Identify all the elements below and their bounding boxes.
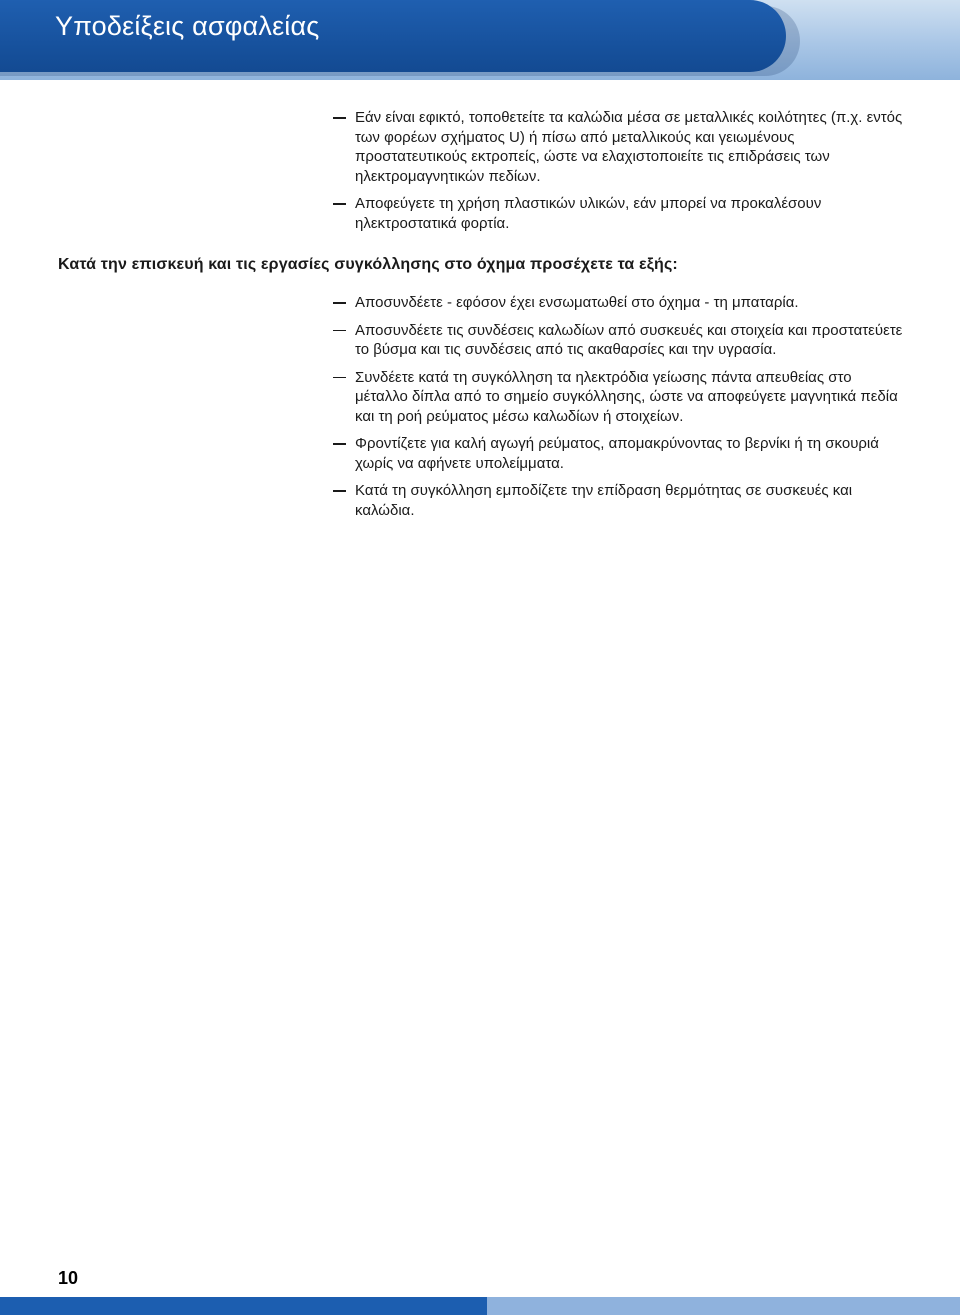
list-item: [330, 321, 905, 360]
header-banner: [0, 0, 960, 82]
page-number: 10: [58, 1268, 79, 1288]
dash-bullet-icon: [333, 117, 346, 119]
safety-list-welding: [330, 293, 905, 520]
list-item-text: Αποσυνδέετε τις συνδέσεις καλωδίων από συσκευές και στοιχεία και προστατεύετε το βύσμα και τις συνδέσεις από τις ακαθαρσίες και την υγρασία.: [355, 321, 903, 358]
list-item-text: Αποσυνδέετε - εφόσον έχει ενσωματωθεί στο όχημα - τη μπαταρία.: [355, 294, 799, 311]
footer-bar-light: [487, 1297, 960, 1315]
list-item: [330, 481, 905, 520]
list-item: [330, 434, 905, 473]
list-item-text: Φροντίζετε για καλή αγωγή ρεύματος, απομακρύνοντας το βερνίκι ή τη σκουριά χωρίς να αφήνετε υπολείμματα.: [355, 435, 879, 472]
safety-list-general: [330, 108, 905, 233]
list-item: [330, 368, 905, 427]
list-item: [330, 108, 905, 186]
dash-bullet-icon: [333, 330, 346, 332]
list-item: [330, 194, 905, 233]
list-item-text: Συνδέετε κατά τη συγκόλληση τα ηλεκτρόδια γείωσης πάντα απευθείας στο μέταλλο δίπλα από το σημείο συγκόλλησης, ώστε να αποφεύγετε μαγνητικά πεδία και τη ροή ρεύματος μέσω καλωδίων ή στοιχείων.: [355, 368, 898, 425]
dash-bullet-icon: [333, 203, 346, 205]
dash-bullet-icon: [333, 302, 346, 304]
footer-bar-dark: [0, 1297, 487, 1315]
list-item: [330, 293, 905, 313]
list-item-text: Εάν είναι εφικτό, τοποθετείτε τα καλώδια μέσα σε μεταλλικές κοιλότητες (π.χ. εντός των φορέων σχήματος U) ή πίσω από μεταλλικούς και γειωμένους προστατευτικούς εκτροπείς, ώστε να ελαχιστοποιείτε τις επιδράσεις των ηλεκτρομαγνητικών πεδίων.: [355, 109, 903, 185]
dash-bullet-icon: [333, 490, 346, 492]
list-item-text: Αποφεύγετε τη χρήση πλαστικών υλικών, εάν μπορεί να προκαλέσουν ηλεκτροστατικά φορτία.: [355, 195, 822, 232]
list-item-text: Κατά τη συγκόλληση εμποδίζετε την επίδραση θερμότητας σε συσκευές και καλώδια.: [355, 482, 853, 519]
page-title: Υποδείξεις ασφαλείας: [55, 11, 320, 41]
dash-bullet-icon: [333, 443, 346, 445]
dash-bullet-icon: [333, 377, 346, 379]
section-heading: Κατά την επισκευή και τις εργασίες συγκόλλησης στο όχημα προσέχετε τα εξής:: [58, 256, 678, 273]
